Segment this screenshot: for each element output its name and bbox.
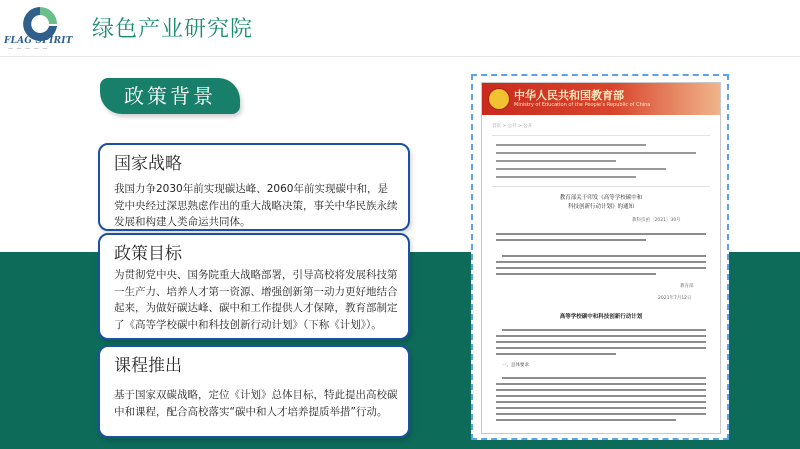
card-body: 为贯彻党中央、国务院重大战略部署，引导高校将发展科技第一生产力、培养人才第一资源、增强创新第一动力更好地结合起来，为做好碳达峰、碳中和工作提供人才保障，教育部制定了《高等学校碳中和科技创新行动计划》（下称《计划》）。 bbox=[114, 269, 398, 331]
doc-breadcrumb: 首页 > 公开 > 公开 bbox=[492, 124, 533, 129]
card-policy-goal bbox=[98, 233, 410, 340]
policy-document-frame bbox=[471, 74, 729, 440]
policy-document bbox=[481, 82, 721, 434]
card-title: 政策目标 bbox=[114, 244, 182, 264]
card-body: 基于国家双碳战略，定位《计划》总体目标，特此提出高校碳中和课程，配合高校落实“碳中和人才培养提质举措”行动。 bbox=[114, 389, 398, 418]
section-banner bbox=[100, 78, 240, 114]
doc-heading-line1: 教育部关于印发《高等学校碳中和 bbox=[559, 195, 643, 201]
moe-site-subtitle: Ministry of Education of the People's Republic of China bbox=[514, 102, 651, 108]
national-emblem-icon bbox=[488, 88, 510, 110]
section-banner-label: 政策背景 bbox=[124, 84, 216, 108]
page-title: 绿色产业研究院 bbox=[92, 17, 254, 42]
card-body: 我国力争2030年前实现碳达峰、2060年前实现碳中和，是党中央经过深思熟虑作出的重大战略决策，事关中华民族永续发展和构建人类命运共同体。 bbox=[114, 183, 398, 228]
card-national-strategy bbox=[98, 143, 410, 231]
doc-meta-table bbox=[492, 135, 710, 187]
header-divider bbox=[0, 56, 800, 57]
doc-sign: 教育部 bbox=[680, 284, 694, 289]
section-title: 一、总体要求 bbox=[502, 363, 529, 368]
doc-number: 教科技函〔2021〕30号 bbox=[632, 218, 681, 223]
card-course-launch bbox=[98, 345, 410, 438]
moe-site-title: 中华人民共和国教育部 bbox=[514, 89, 624, 102]
card-title: 国家战略 bbox=[114, 154, 182, 174]
plan-title: 高等学校碳中和科技创新行动计划 bbox=[559, 314, 643, 320]
doc-heading-line2: 科技创新行动计划》的通知 bbox=[567, 204, 634, 210]
logo-tagline: — — — — — bbox=[8, 46, 49, 52]
moe-header bbox=[482, 83, 720, 115]
doc-date: 2021年7月12日 bbox=[658, 296, 692, 301]
logo-wordmark: FLAG SPIRIT bbox=[4, 36, 73, 46]
card-title: 课程推出 bbox=[114, 356, 182, 376]
